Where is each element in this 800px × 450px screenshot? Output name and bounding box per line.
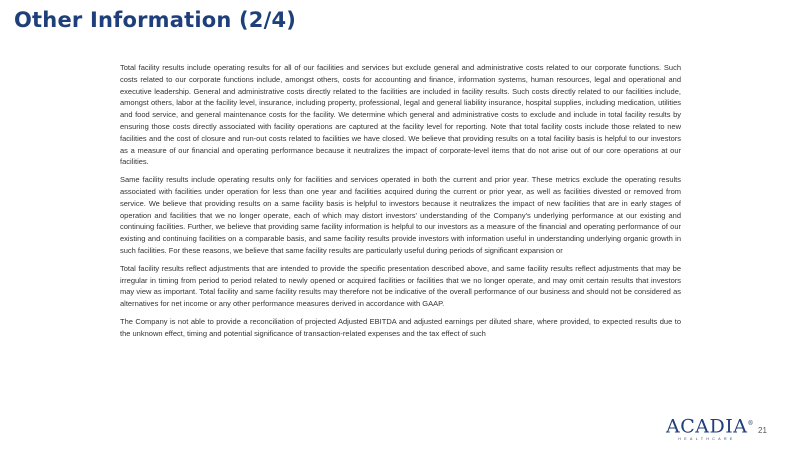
logo-wordmark <box>666 414 754 438</box>
logo-subtitle: HEALTHCARE <box>678 437 736 442</box>
paragraph-adjustments: Total facility results reflect adjustments that are intended to provide the specific presentation described above, and same facility results reflect adjustments that may be irregular in timing from period to period related to newly opened or acquired facilities or facilities that we no longer operate, and may omit certain results that investors may view as important. Total facility and same facility results may therefore not be indicative of the overall performance of our business and should not be considered as alternatives for net income or any other performance measures derived in accordance with GAAP. <box>120 263 681 309</box>
page-number: 21 <box>758 426 767 435</box>
body-text <box>120 62 681 346</box>
paragraph-reconciliation: The Company is not able to provide a reconciliation of projected Adjusted EBITDA and adjusted earnings per diluted share, where provided, to expected results due to the unknown effect, timing and potential significance of transaction-related expenses and the tax effect of such <box>120 316 681 338</box>
logo-word-text: ACADIA <box>666 415 748 438</box>
paragraph-same-facility: Same facility results include operating results only for facilities and services operated in both the current and prior year. These metrics exclude the operating results associated with facilities under operation for less than one year and facilities acquired during the current or prior year, as well as facilities divested or removed from service. We believe that providing results on a same facility basis is helpful to investors because it neutralizes the impact of new facilities that are in early stages of operation and facilities that we no longer operate, each of which may distort investors' understanding of the Company's underlying performance at our existing and continuing facilities. Further, we believe that providing same facility information is helpful to our investors as a measure of the financial and operating performance of our existing and continuing facilities on a comparable basis, and same facility results provide investors with information useful in understanding underlying organic growth in such facilities. For these reasons, we believe that same facility results are particularly useful during periods of significant expansion or <box>120 175 681 255</box>
paragraph-total-facility: Total facility results include operating results for all of our facilities and services but exclude general and administrative costs related to our corporate functions. Such costs related to our corporate functions include, amongst others, costs for accounting and finance, information systems, human resources, legal and operational and executive leadership. General and administrative costs directly related to the facilities are included in facility results. Such costs directly related to our facilities include, amongst others, labor at the facility level, insurance, including property, professional, legal and general liability insurance, hospital supplies, including medication, utilities and food service, and general maintenance costs for the facility. We determine which general and administrative costs to exclude and include in total facility results by ensuring those costs directly associated with facility operations are captured at the facility level for reporting. Note that total facility costs include those related to new facilities and the cost of closure and run-out costs related to facilities we have closed. We believe that providing results on a total facility basis is helpful to our investors as a measure of our financial and operating performance because it neutralizes the impact of corporate-level items that do not arise out of our core operations at our facilities. <box>120 63 681 167</box>
registered-mark: ® <box>747 420 754 427</box>
page-title: Other Information (2/4) <box>14 8 297 32</box>
acadia-logo <box>666 414 754 442</box>
